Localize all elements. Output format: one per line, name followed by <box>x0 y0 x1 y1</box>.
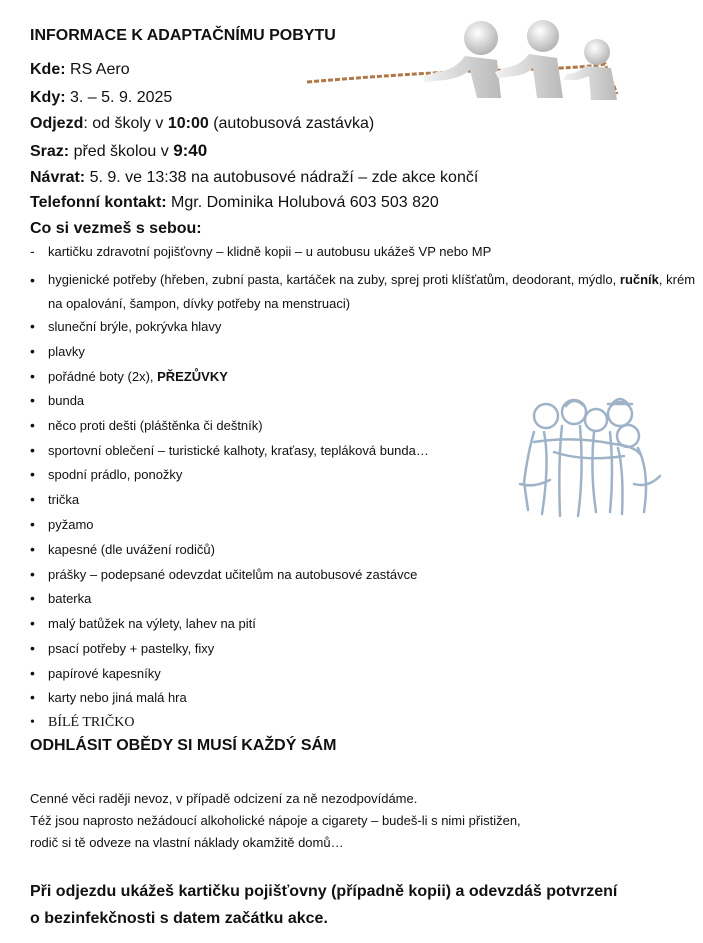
bullet-marker: • <box>30 689 35 705</box>
info-date <box>30 89 172 107</box>
list-item-text: BÍLÉ TRIČKO <box>48 715 135 730</box>
place-value: RS Aero <box>70 61 130 78</box>
bullet-marker: • <box>30 442 35 458</box>
info-departure <box>30 115 374 133</box>
bullet-marker: • <box>30 516 35 532</box>
page-title: INFORMACE K ADAPTAČNÍMU POBYTU <box>30 27 336 44</box>
bullet-marker: • <box>30 318 35 334</box>
meeting-text: před školou v <box>69 143 174 160</box>
bullet-marker: • <box>30 466 35 482</box>
info-contact <box>30 194 439 212</box>
info-place <box>30 61 130 79</box>
list-item-text: prášky – podepsané odevzdat učitelům na autobusové zastávce <box>48 567 418 582</box>
dash-marker: - <box>30 243 35 259</box>
bullet-marker: • <box>30 640 35 656</box>
bullet-marker: • <box>30 541 35 557</box>
note-alcohol: Též jsou naprosto nežádoucí alkoholické nápoje a cigarety – budeš-li s nimi přistižen, <box>30 813 521 828</box>
list-item <box>30 243 700 268</box>
list-item <box>30 689 700 714</box>
list-item-text: malý batůžek na výlety, lahev na pití <box>48 616 256 631</box>
list-item-text: něco proti dešti (pláštěnka či deštník) <box>48 418 263 433</box>
list-item <box>30 566 700 590</box>
list-item-text: bunda <box>48 393 85 408</box>
list-item-text: psací potřeby + pastelky, fixy <box>48 641 215 656</box>
list-item-bold: PŘEZŮVKY <box>157 369 228 384</box>
list-item-text: plavky <box>48 344 85 359</box>
list-item <box>30 343 700 368</box>
list-item <box>30 615 700 640</box>
departure-label: Odjezd <box>30 115 84 132</box>
list-item-text: hygienické potřeby (hřeben, zubní pasta, kartáček na zuby, sprej proti klíšťatům, deodorant, mýdlo, <box>48 272 620 287</box>
list-item-text: baterka <box>48 591 92 606</box>
contact-label: Telefonní kontakt: <box>30 194 167 211</box>
final-instruction-line1: Při odjezdu ukážeš kartičku pojišťovny (případně kopii) a odevzdáš potvrzení <box>30 883 618 900</box>
contact-value: Mgr. Dominika Holubová 603 503 820 <box>166 194 439 211</box>
info-return <box>30 169 478 187</box>
meeting-label: Sraz: <box>30 143 70 160</box>
date-label: Kdy: <box>30 89 66 106</box>
departure-time: 10:00 <box>167 115 209 132</box>
bullet-marker: • <box>30 392 35 408</box>
meeting-time: 9:40 <box>173 141 208 160</box>
place-label: Kde: <box>30 61 66 78</box>
list-item-text: kapesné (dle uvážení rodičů) <box>48 542 215 557</box>
departure-text-after: (autobusová zastávka) <box>208 115 375 132</box>
list-item-text: kartičku zdravotní pojišťovny – klidně kopii – u autobusu ukážeš VP nebo MP <box>48 244 492 259</box>
bullet-marker: • <box>30 615 35 631</box>
list-item <box>30 665 700 689</box>
list-item <box>30 640 700 665</box>
group-hug-illustration <box>514 392 664 522</box>
return-value: 5. 9. ve 13:38 na autobusové nádraží – zde akce končí <box>85 169 479 186</box>
bullet-marker: • <box>30 417 35 433</box>
list-item-text: karty nebo jiná malá hra <box>48 690 187 705</box>
list-item-text: sportovní oblečení – turistické kalhoty, kraťasy, tepláková bunda… <box>48 443 429 458</box>
list-item-text: spodní prádlo, ponožky <box>48 467 183 482</box>
list-item-text: , krém na opalování, šampon, dívky potřeby na menstruaci) <box>48 272 696 311</box>
bullet-marker: • <box>30 566 35 582</box>
date-value: 3. – 5. 9. 2025 <box>70 89 173 106</box>
list-item-text: trička <box>48 492 80 507</box>
bullet-marker: • <box>30 590 35 606</box>
bullet-marker: • <box>30 272 35 288</box>
bullet-marker: • <box>30 665 35 681</box>
list-item-text: pořádné boty (2x), <box>48 369 158 384</box>
final-instruction-line2: o bezinfekčnosti s datem začátku akce. <box>30 910 328 927</box>
note-valuables: Cenné věci raději nevoz, v případě odcizení za ně nezodpovídáme. <box>30 791 418 806</box>
return-label: Návrat: <box>30 169 86 186</box>
packing-list-heading: Co si vezmeš s sebou: <box>30 220 202 237</box>
tug-of-war-illustration <box>305 18 625 102</box>
departure-text-before: : od školy v <box>83 115 168 132</box>
bullet-marker: • <box>30 343 35 359</box>
list-item-text: sluneční brýle, pokrývka hlavy <box>48 319 222 334</box>
list-item <box>30 590 700 615</box>
list-item <box>30 268 700 316</box>
list-item <box>30 541 700 566</box>
list-item-text: papírové kapesníky <box>48 666 161 681</box>
bullet-marker: • <box>30 491 35 507</box>
list-item-bold: ručník <box>619 272 659 287</box>
info-meeting <box>30 141 207 161</box>
list-item <box>30 714 700 734</box>
lunch-notice: ODHLÁSIT OBĚDY SI MUSÍ KAŽDÝ SÁM <box>30 737 337 754</box>
bullet-marker: • <box>30 715 35 730</box>
note-consequence: rodič si tě odveze na vlastní náklady okamžitě domů… <box>30 835 344 850</box>
list-item <box>30 318 700 343</box>
list-item <box>30 368 700 392</box>
bullet-marker: • <box>30 368 35 384</box>
list-item-text: pyžamo <box>48 517 94 532</box>
